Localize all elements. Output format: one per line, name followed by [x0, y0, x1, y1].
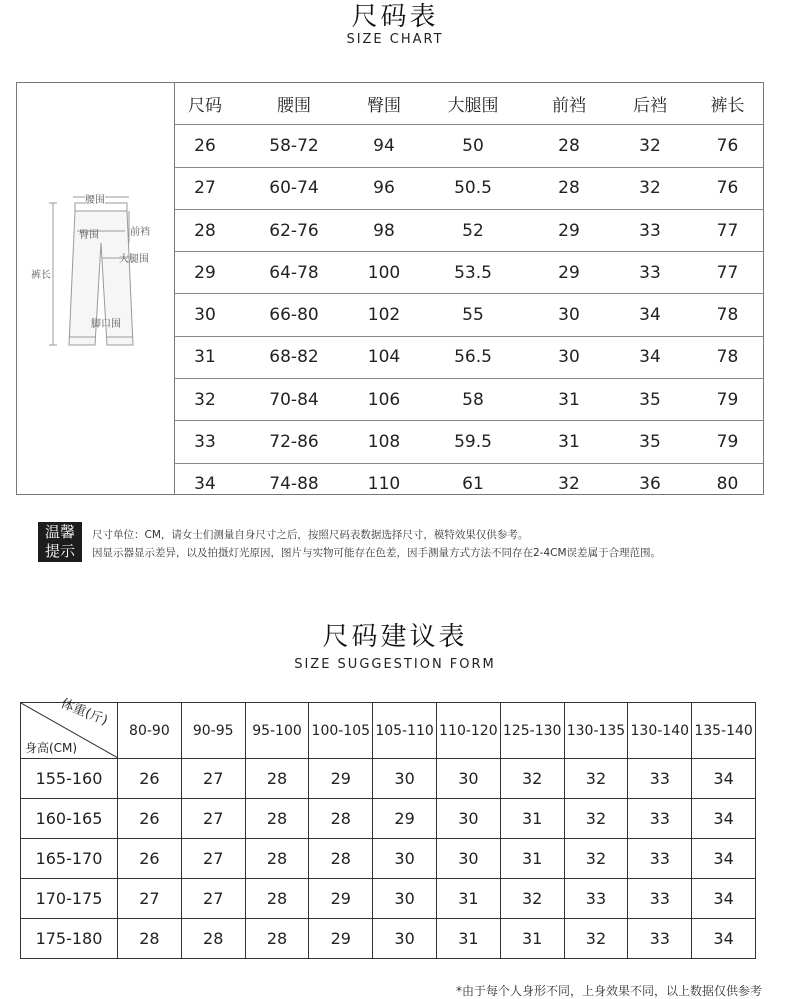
table-cell: 34	[692, 879, 756, 919]
table-cell: 34	[692, 759, 756, 799]
illus-label-hem: 脚口围	[91, 319, 121, 330]
table-cell: 33	[628, 759, 692, 799]
table-cell: 33	[174, 421, 236, 463]
table-row	[21, 759, 756, 799]
suggestion-header-row	[21, 703, 756, 759]
table-cell: 26	[174, 125, 236, 167]
table-cell: 26	[118, 799, 182, 839]
weight-header: 130-140	[628, 703, 692, 759]
table-row	[174, 209, 763, 251]
table-cell: 31	[500, 799, 564, 839]
table-cell: 29	[309, 879, 373, 919]
weight-header: 95-100	[245, 703, 309, 759]
table-cell: 64-78	[236, 252, 352, 294]
table-cell: 32	[608, 125, 692, 167]
table-cell: 32	[500, 759, 564, 799]
table-cell: 94	[352, 125, 416, 167]
table-cell: 27	[181, 799, 245, 839]
table-cell: 32	[558, 474, 580, 495]
size-table	[174, 83, 763, 505]
table-cell: 79	[692, 421, 763, 463]
size-table-header	[174, 83, 763, 125]
table-row	[174, 252, 763, 294]
table-cell: 27	[174, 167, 236, 209]
table-cell: 50.5	[416, 167, 530, 209]
header-size: 尺码	[174, 83, 236, 125]
table-cell: 28	[309, 799, 373, 839]
table-cell: 100	[352, 252, 416, 294]
tip-text-unit: 尺寸单位：CM，请女士们测量自身尺寸之后，按照尺码表数据选择尺寸，模特效果仅供参考。	[92, 529, 529, 541]
table-cell: 34	[692, 799, 756, 839]
table-cell: 27	[181, 839, 245, 879]
table-cell: 32	[500, 879, 564, 919]
table-cell: 31	[530, 379, 608, 421]
table-cell: 31	[436, 919, 500, 959]
table-cell: 36	[639, 474, 661, 495]
weight-header: 110-120	[436, 703, 500, 759]
weight-header: 80-90	[118, 703, 182, 759]
size-chart-title: 尺码表	[351, 2, 439, 32]
header-length: 裤长	[692, 83, 763, 125]
table-cell: 34	[608, 336, 692, 378]
table-cell: 33	[628, 919, 692, 959]
table-cell: 28	[530, 167, 608, 209]
size-chart-subtitle: SIZE CHART	[346, 32, 444, 47]
pants-illustration	[17, 83, 175, 494]
tip-text-variance: 因显示器显示差异，以及拍摄灯光原因，图片与实物可能存在色差，因手测量方式方法不同存在2-4CM误差属于合理范围。	[92, 547, 662, 559]
table-cell: 28	[245, 759, 309, 799]
table-cell: 30	[436, 839, 500, 879]
table-cell: 72-86	[236, 421, 352, 463]
table-cell: 30	[373, 839, 437, 879]
table-cell: 98	[352, 209, 416, 251]
table-cell: 28	[245, 799, 309, 839]
table-cell: 79	[692, 379, 763, 421]
weight-header: 100-105	[309, 703, 373, 759]
table-row	[21, 799, 756, 839]
table-cell: 30	[373, 919, 437, 959]
table-cell: 108	[352, 421, 416, 463]
table-cell: 33	[608, 252, 692, 294]
table-cell: 30	[436, 759, 500, 799]
table-cell: 35	[608, 421, 692, 463]
table-cell: 31	[174, 336, 236, 378]
tip-badge-line1: 温馨	[44, 523, 75, 541]
weight-header: 130-135	[564, 703, 628, 759]
corner-cell	[21, 696, 118, 759]
header-waist: 腰围	[236, 83, 352, 125]
table-cell: 106	[352, 379, 416, 421]
table-row	[174, 167, 763, 209]
illus-label-length: 裤长	[31, 270, 51, 281]
table-cell: 28	[174, 209, 236, 251]
table-cell: 30	[530, 336, 608, 378]
illus-label-waist: 腰围	[85, 191, 105, 206]
table-cell: 29	[309, 919, 373, 959]
table-row	[174, 294, 763, 336]
weight-header: 105-110	[373, 703, 437, 759]
table-cell: 28	[118, 919, 182, 959]
table-cell: 33	[628, 799, 692, 839]
table-cell: 32	[564, 759, 628, 799]
table-row	[174, 463, 763, 505]
table-cell: 30	[174, 294, 236, 336]
table-cell: 77	[692, 252, 763, 294]
table-cell: 31	[500, 839, 564, 879]
tip-badge-line2: 提示	[44, 542, 75, 560]
table-cell: 31	[436, 879, 500, 919]
height-label: 160-165	[21, 799, 118, 839]
table-cell: 26	[118, 839, 182, 879]
table-cell: 76	[692, 167, 763, 209]
table-cell: 29	[373, 799, 437, 839]
table-cell: 27	[181, 759, 245, 799]
table-cell: 29	[309, 759, 373, 799]
illus-label-thigh: 大腿围	[119, 254, 149, 265]
table-cell: 104	[352, 336, 416, 378]
table-cell: 26	[118, 759, 182, 799]
footnote: *由于每个人身形不同，上身效果不同，以上数据仅供参考	[455, 984, 762, 998]
table-cell: 56.5	[416, 336, 530, 378]
table-cell: 29	[530, 252, 608, 294]
height-label: 175-180	[21, 919, 118, 959]
table-cell: 32	[174, 379, 236, 421]
table-cell: 28	[309, 839, 373, 879]
table-cell: 61	[462, 474, 484, 495]
table-cell: 35	[608, 379, 692, 421]
table-cell: 102	[352, 294, 416, 336]
table-cell: 29	[530, 209, 608, 251]
suggestion-subtitle: SIZE SUGGESTION FORM	[294, 657, 496, 672]
table-cell: 59.5	[416, 421, 530, 463]
size-chart-panel	[16, 82, 764, 495]
table-cell: 30	[530, 294, 608, 336]
table-cell: 74-88	[269, 474, 319, 495]
table-cell: 60-74	[236, 167, 352, 209]
table-cell: 32	[564, 919, 628, 959]
table-cell: 110	[367, 474, 401, 495]
corner-height-label: 身高(CM)	[25, 741, 78, 755]
table-cell: 58	[416, 379, 530, 421]
table-cell: 33	[628, 839, 692, 879]
table-cell: 77	[692, 209, 763, 251]
illus-label-hip: 臀围	[79, 230, 99, 241]
table-cell: 33	[628, 879, 692, 919]
tip-badge	[38, 522, 82, 562]
header-hip: 臀围	[352, 83, 416, 125]
table-cell: 53.5	[416, 252, 530, 294]
table-cell: 31	[500, 919, 564, 959]
table-cell: 28	[530, 125, 608, 167]
weight-header: 125-130	[500, 703, 564, 759]
suggestion-title: 尺码建议表	[322, 622, 468, 652]
table-cell: 32	[564, 839, 628, 879]
table-cell: 33	[608, 209, 692, 251]
table-row	[174, 336, 763, 378]
table-cell: 34	[692, 919, 756, 959]
header-front-rise: 前裆	[530, 83, 608, 125]
table-row	[174, 125, 763, 167]
table-cell: 34	[692, 839, 756, 879]
table-row	[174, 421, 763, 463]
table-cell: 34	[608, 294, 692, 336]
table-cell: 78	[692, 336, 763, 378]
table-cell: 33	[564, 879, 628, 919]
table-cell: 80	[716, 474, 739, 495]
height-label: 155-160	[21, 759, 118, 799]
table-cell: 55	[416, 294, 530, 336]
header-back-rise: 后裆	[608, 83, 692, 125]
weight-header: 90-95	[181, 703, 245, 759]
table-cell: 96	[352, 167, 416, 209]
header-thigh: 大腿围	[416, 83, 530, 125]
table-cell: 30	[373, 759, 437, 799]
table-cell: 28	[181, 919, 245, 959]
table-cell: 27	[181, 879, 245, 919]
table-cell: 28	[245, 879, 309, 919]
table-row	[21, 919, 756, 959]
table-row	[174, 379, 763, 421]
pants-diagram-icon	[17, 83, 174, 494]
height-label: 170-175	[21, 879, 118, 919]
table-cell: 28	[245, 919, 309, 959]
table-cell: 34	[194, 474, 216, 495]
table-cell: 58-72	[236, 125, 352, 167]
table-cell: 30	[373, 879, 437, 919]
table-cell: 62-76	[236, 209, 352, 251]
table-cell: 27	[118, 879, 182, 919]
table-cell: 30	[436, 799, 500, 839]
table-row	[21, 839, 756, 879]
table-cell: 68-82	[236, 336, 352, 378]
table-cell: 29	[174, 252, 236, 294]
table-row	[21, 879, 756, 919]
weight-header: 135-140	[692, 703, 756, 759]
table-cell: 31	[530, 421, 608, 463]
height-label: 165-170	[21, 839, 118, 879]
table-cell: 70-84	[236, 379, 352, 421]
table-cell: 28	[245, 839, 309, 879]
table-cell: 78	[692, 294, 763, 336]
table-cell: 32	[608, 167, 692, 209]
table-cell: 32	[564, 799, 628, 839]
table-cell: 50	[416, 125, 530, 167]
table-cell: 52	[416, 209, 530, 251]
corner-weight-label: 体重(斤)	[58, 696, 110, 729]
suggestion-table	[20, 696, 756, 959]
illus-label-front-rise: 前裆	[130, 227, 150, 238]
table-cell: 66-80	[236, 294, 352, 336]
table-cell: 76	[692, 125, 763, 167]
